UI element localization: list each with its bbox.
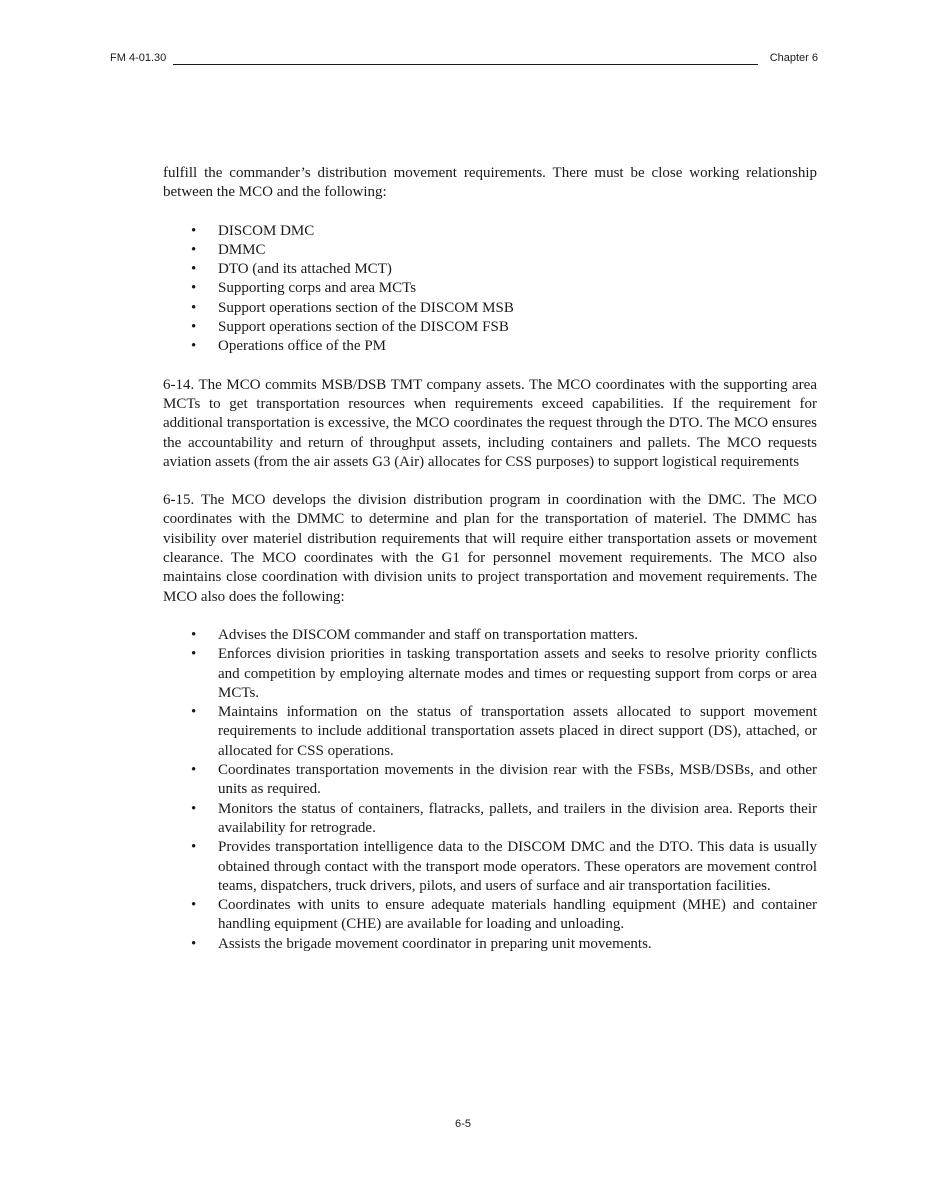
bullet-icon: •: [191, 319, 197, 336]
bullet-icon: •: [191, 839, 197, 856]
list-item: • DISCOM DMC: [163, 222, 817, 241]
bullet-icon: •: [191, 241, 197, 258]
list-item: • Advises the DISCOM commander and staff on transportation matters.: [163, 626, 817, 645]
bullet-icon: •: [191, 704, 197, 721]
bullet-icon: •: [191, 626, 197, 643]
intro-paragraph: fulfill the commander’s distribution movement requirements. There must be close working relationship between the MCO and the following:: [163, 165, 817, 201]
bullet-icon: •: [191, 935, 197, 952]
list-item: • DMMC: [163, 241, 817, 260]
paragraph-6-14: 6-14. The MCO commits MSB/DSB TMT company assets. The MCO coordinates with the supporting area MCTs to get transportation resources when requirements exceed capabilities. If the requirement for additional transportation is excessive, the MCO coordinates the request through the DTO. The MCO ensures the accountability and return of throughput assets, including containers and pallets. The MCO requests aviation assets (from the air assets G3 (Air) allocates for CSS purposes) to support logistical requirements: [163, 376, 817, 470]
list-item: • Assists the brigade movement coordinator in preparing unit movements.: [163, 935, 817, 954]
bullet-icon: •: [191, 800, 197, 817]
list-item: • Maintains information on the status of transportation assets allocated to support movement requirements to include additional transportation assets placed in direct support (DS), attached, or allocated for CSS operations.: [191, 704, 817, 759]
list-item: • Coordinates transportation movements in the division rear with the FSBs, MSB/DSBs, and other units as required.: [191, 762, 817, 798]
list-item: • Monitors the status of containers, flatracks, pallets, and trailers in the division area. Reports their availability for retrograde.: [191, 800, 817, 836]
bullet-icon: •: [191, 897, 197, 914]
list-item: • Support operations section of the DISCOM MSB: [163, 299, 817, 318]
list-item: • Support operations section of the DISCOM FSB: [163, 318, 817, 337]
bullet-icon: •: [191, 646, 197, 663]
list-item: • DTO (and its attached MCT): [163, 260, 817, 279]
bullet-icon: •: [191, 261, 197, 278]
list-item: • Enforces division priorities in tasking transportation assets and seeks to resolve priority conflicts and competition by employing alternate modes and times or requesting support from corps or area MCTs.: [191, 646, 817, 701]
paragraph-6-15: 6-15. The MCO develops the division distribution program in coordination with the DMC. The MCO coordinates with the DMMC to determine and plan for the transportation of materiel. The DMMC has visibility over materiel distribution requirements that will require either transportation assets or movement clearance. The MCO coordinates with the G1 for personnel movement requirements. The MCO also maintains close coordination with division units to project transportation and movement requirements. The MCO also does the following:: [163, 492, 817, 605]
page-header: [110, 52, 818, 68]
list-item: • Supporting corps and area MCTs: [163, 279, 817, 298]
relationship-list: [163, 222, 817, 357]
doc-id: FM 4-01.30: [110, 52, 167, 64]
duties-list: [163, 626, 817, 954]
list-item: • Provides transportation intelligence data to the DISCOM DMC and the DTO. This data is usually obtained through contact with the transport mode operators. These operators are movement control teams, dispatchers, truck drivers, pilots, and users of surface and air transportation facilities.: [191, 839, 817, 894]
page-body: [163, 164, 817, 973]
list-item: • Operations office of the PM: [163, 337, 817, 356]
bullet-icon: •: [191, 762, 197, 779]
list-item: • Coordinates with units to ensure adequate materials handling equipment (MHE) and container handling equipment (CHE) are available for loading and unloading.: [191, 897, 817, 933]
bullet-icon: •: [191, 280, 197, 297]
page-number: 6-5: [455, 1118, 471, 1130]
bullet-icon: •: [191, 338, 197, 355]
chapter-label: Chapter 6: [769, 52, 818, 64]
header-rule: [173, 64, 758, 65]
bullet-icon: •: [191, 299, 197, 316]
bullet-icon: •: [191, 222, 197, 239]
